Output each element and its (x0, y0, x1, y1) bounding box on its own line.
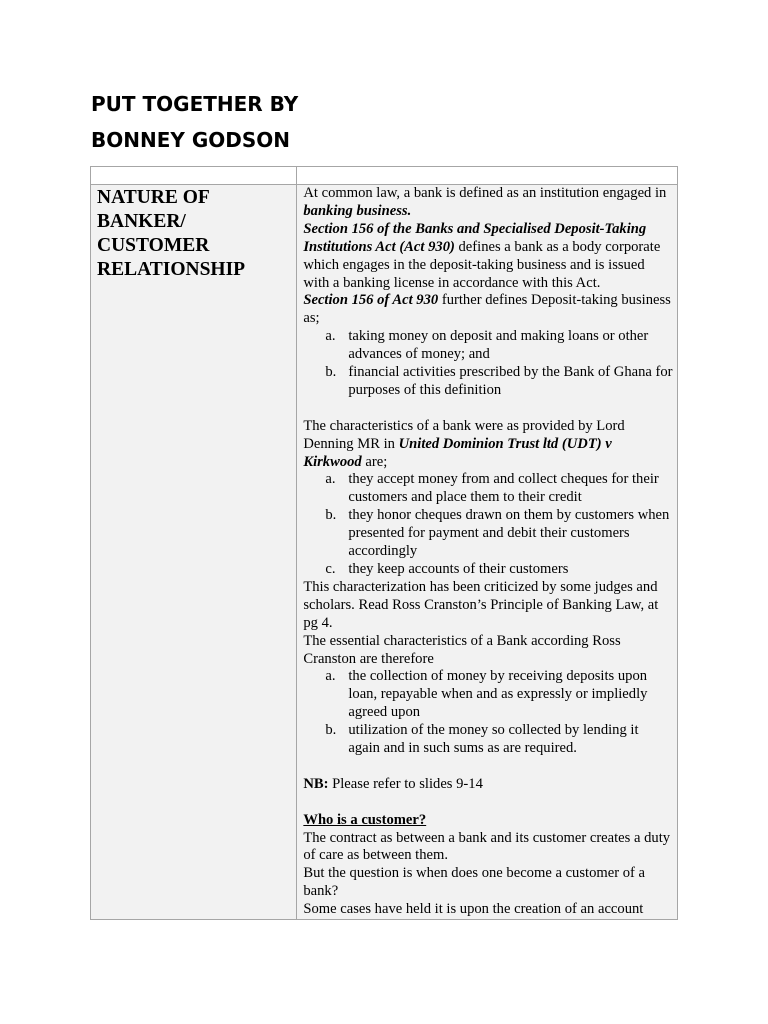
list-essential-characteristics (303, 668, 673, 758)
table-row (91, 185, 678, 920)
list-item: b. they honor cheques drawn on them by customers when presented for payment and debit their customers accordingly (325, 507, 670, 560)
content-cell (297, 185, 678, 920)
topic-cell (91, 185, 297, 920)
note-paragraph: NB: Please refer to slides 9-14 (303, 775, 483, 792)
list-item: a. the collection of money by receiving deposits upon loan, repayable when and as expressly or impliedly agreed upon (325, 668, 648, 721)
paragraph: The contract as between a bank and its customer creates a duty of care as between them. (303, 829, 671, 864)
paragraph: At common law, a bank is defined as an institution engaged in banking business. (303, 185, 667, 219)
topic-title (91, 185, 296, 282)
topic-line: RELATIONSHIP (97, 259, 246, 280)
paragraph: The essential characteristics of a Bank according Ross Cranston are therefore (303, 632, 621, 667)
list-item: a. they accept money from and collect cheques for their customers and place them to their credit (325, 471, 659, 506)
paragraph: This characterization has been criticized by some judges and scholars. Read Ross Cranston’s Principle of Banking Law, at pg 4. (303, 578, 659, 631)
topic-line: CUSTOMER (97, 235, 210, 256)
paragraph: The characteristics of a bank were as provided by Lord Denning MR in United Dominion Trust ltd (UDT) v Kirkwood are; (303, 417, 625, 470)
section-heading: Who is a customer? (303, 811, 427, 828)
paragraph: Section 156 of the Banks and Specialised Deposit-Taking Institutions Act (Act 930) defines a bank as a body corporate which engages in the deposit-taking business and is issued with a banking license in accordance with this Act. (303, 220, 661, 291)
topic-line: BANKER/ (97, 211, 186, 232)
document-author-label: PUT TOGETHER BY (91, 92, 299, 116)
list-item: b. financial activities prescribed by the Bank of Ghana for purposes of this definition (325, 364, 673, 398)
list-item: a. taking money on deposit and making loans or other advances of money; and (325, 328, 649, 363)
table-header-row (91, 167, 678, 185)
list-item: b. utilization of the money so collected by lending it again and in such sums as are required. (325, 722, 639, 757)
paragraph: Section 156 of Act 930 further defines Deposit-taking business as; (303, 292, 671, 327)
table-cell-empty-right (297, 167, 678, 185)
document-author-name: BONNEY GODSON (91, 128, 290, 152)
paragraph: Some cases have held it is upon the creation of an account (303, 901, 644, 918)
list-deposit-taking (303, 328, 673, 400)
paragraph: But the question is when does one become a customer of a bank? (303, 865, 645, 900)
content-body (297, 185, 677, 919)
notes-table (90, 166, 678, 920)
table-cell-empty-left (91, 167, 297, 185)
topic-line: NATURE OF (97, 187, 210, 208)
list-item: c. they keep accounts of their customers (325, 561, 569, 578)
list-bank-characteristics (303, 471, 673, 578)
